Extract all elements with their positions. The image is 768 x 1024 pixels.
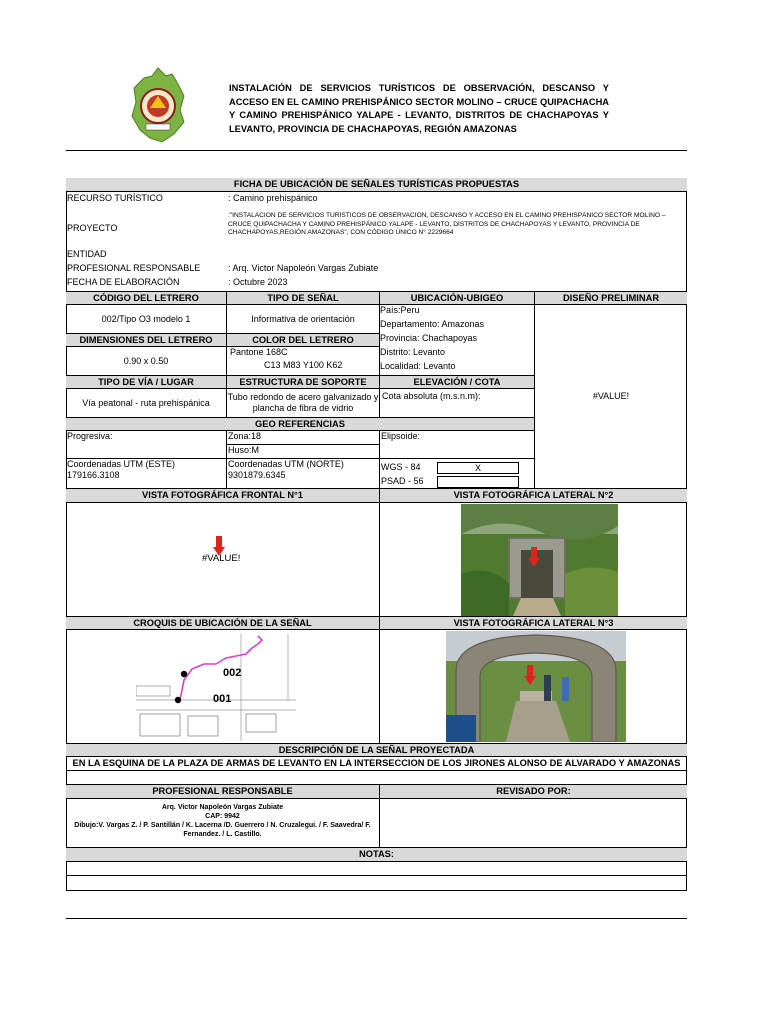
progresiva-value: Progresiva: [66, 431, 227, 459]
profesional-header: PROFESIONAL RESPONSABLE [66, 785, 380, 799]
dimensiones-value: 0.90 x 0.50 [66, 347, 227, 375]
descripcion-header: DESCRIPCIÓN DE LA SEÑAL PROYECTADA [66, 743, 687, 757]
lateral3-header: VISTA FOTOGRÁFICA LATERAL N°3 [380, 616, 687, 630]
estructura-value: Tubo redondo de acero galvanizado y plancha de fibra de vidrio [227, 389, 380, 417]
notas-row-2 [66, 876, 687, 891]
ubicacion-block [380, 305, 535, 375]
color-value [227, 347, 380, 375]
elevacion-header: ELEVACIÓN / COTA [380, 375, 535, 389]
frontal-header: VISTA FOTOGRÁFICA FRONTAL N°1 [66, 488, 380, 503]
recurso-value: : Camino prehispánico [228, 193, 318, 203]
header-rule [66, 150, 687, 151]
revisado-header: REVISADO POR: [380, 785, 687, 799]
proyecto-label: PROYECTO [67, 222, 118, 233]
diseno-value: #VALUE! [592, 391, 630, 401]
firma-dibujo: Dibujo:V. Vargas Z. / P. Santillán / K. Lacerna /D. Guerrero / N. Cruzalegui. / F. Saavedra/ F. Fernandez. / L. Castillo. [74, 822, 371, 838]
elevacion-value: Cota absoluta (m.s.n.m): [380, 389, 535, 417]
norte-value: 9301879.6345 [228, 470, 286, 480]
croquis-label-001: 001 [213, 693, 232, 705]
arrow-icon [524, 665, 536, 690]
norte-block [227, 459, 380, 488]
psad-label: PSAD - 56 [381, 476, 424, 486]
este-label: Coordenadas UTM (ESTE) [67, 459, 176, 469]
codigo-value: 002/Tipo O3 modelo 1 [66, 305, 227, 333]
firma-nombre: Arq. Victor Napoleón Vargas Zubiate [161, 804, 284, 811]
recurso-label: RECURSO TURÍSTICO [67, 193, 163, 203]
ubicacion-header: UBICACIÓN-UBIGEO [380, 291, 535, 305]
psad-checkbox[interactable] [437, 476, 519, 488]
entidad-label: ENTIDAD [67, 249, 107, 259]
codigo-header: CÓDIGO DEL LETRERO [66, 291, 227, 305]
profesional-value: : Arq. Victor Napoleón Vargas Zubiate [228, 263, 379, 273]
croquis-header: CROQUIS DE UBICACIÓN DE LA SEÑAL [66, 616, 380, 630]
lateral2-header: VISTA FOTOGRÁFICA LATERAL N°2 [380, 488, 687, 503]
form-title: FICHA DE UBICACIÓN DE SEÑALES TURÍSTICAS PROPUESTAS [66, 178, 687, 192]
huso-value: Huso:M [227, 445, 380, 459]
notas-header: NOTAS: [66, 848, 687, 862]
wgs-label: WGS - 84 [381, 462, 421, 472]
firma-revisado-block [380, 799, 687, 848]
institution-logo [128, 66, 188, 144]
croquis-cell [66, 630, 380, 743]
project-title: INSTALACIÓN DE SERVICIOS TURÍSTICOS DE OBSERVACIÓN, DESCANSO Y ACCESO EN EL CAMINO PREHISPÁNICO SECTOR MOLINO – CRUCE QUIPACHACHA Y CAMINO PREHISPÁNICO YALAPE - LEVANTO, DISTRITOS DE CHACHAPOYAS Y LEVANTO, PROVINCIA DE CHACHAPOYAS, REGIÓN AMAZONAS [229, 83, 609, 134]
lateral2-photo [461, 504, 618, 616]
este-block [66, 459, 227, 488]
notas-row-1 [66, 862, 687, 876]
via-value: Vía peatonal - ruta prehispánica [66, 389, 227, 417]
frontal-value: #VALUE! [202, 553, 241, 564]
este-value: 179166.3108 [67, 470, 120, 480]
location-sketch-map [136, 634, 296, 741]
descripcion-value: EN LA ESQUINA DE LA PLAZA DE ARMAS DE LEVANTO EN LA INTERSECCION DE LOS JIRONES ALONSO DE ALVARADO Y AMAZONAS [66, 757, 687, 771]
localidad-value: Localidad: Levanto [380, 361, 456, 371]
departamento-value: Departamento: Amazonas [380, 319, 485, 329]
wgs-checkbox[interactable]: X [437, 462, 519, 474]
cmyk-value: C13 M83 Y100 K62 [264, 360, 343, 370]
lateral3-photo [446, 631, 626, 742]
firma-profesional-block [66, 799, 380, 848]
provincia-value: Provincia: Chachapoyas [380, 333, 478, 343]
tipo-header: TIPO DE SEÑAL [227, 291, 380, 305]
footer-rule [66, 918, 687, 919]
estructura-header: ESTRUCTURA DE SOPORTE [227, 375, 380, 389]
fecha-value: : Octubre 2023 [228, 277, 288, 287]
dimensiones-header: DIMENSIONES DEL LETRERO [66, 333, 227, 347]
proyecto-value: :"INSTALACIÓN DE SERVICIOS TURÍSTICOS DE OBSERVACIÓN, DESCANSO Y ACCESO EN EL CAMINO PREHISPÁNICO SECTOR MOLINO – CRUCE QUIPACHACHA Y CAMINO PREHISPÁNICO YALAPE - LEVANTO, DISTRITOS DE CHACHAPOYAS Y LEVANTO, PROVINCIA DE CHACHAPOYAS,REGIÓN AMAZONAS", CON CÓDIGO ÚNICO N° 2229664 [228, 212, 666, 236]
pantone-value: Pantone 168C [230, 347, 288, 357]
firma-cap: CAP: 9942 [205, 813, 240, 820]
frontal-photo-cell [66, 503, 380, 616]
color-header: COLOR DEL LETRERO [227, 333, 380, 347]
fecha-label: FECHA DE ELABORACIÓN [67, 277, 180, 287]
norte-label: Coordenadas UTM (NORTE) [228, 459, 344, 469]
profesional-label: PROFESIONAL RESPONSABLE [67, 263, 201, 273]
diseno-header: DISEÑO PRELIMINAR [535, 291, 687, 305]
zona-value: Zona:18 [227, 431, 380, 445]
elipsoide-value: Elipsoide: [380, 431, 535, 459]
pais-value: País:Peru [380, 305, 420, 315]
geo-header: GEO REFERENCIAS [66, 417, 535, 431]
distrito-value: Distrito: Levanto [380, 347, 446, 357]
croquis-label-002: 002 [223, 667, 242, 679]
descripcion-blank-row [66, 771, 687, 785]
tipo-value: Informativa de orientación [227, 305, 380, 333]
via-header: TIPO DE VÍA / LUGAR [66, 375, 227, 389]
arrow-icon [528, 547, 540, 572]
